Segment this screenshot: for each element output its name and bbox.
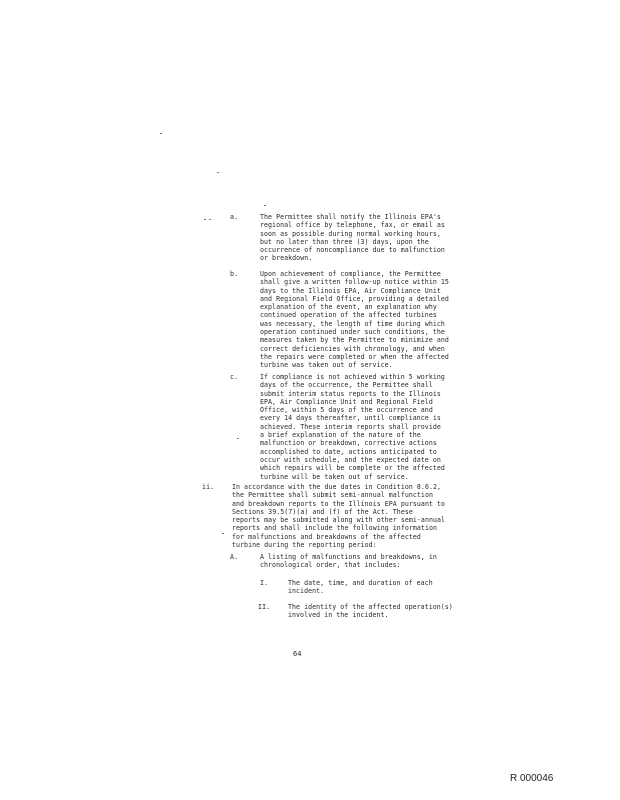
- text-line: The identity of the affected operation(s): [288, 603, 453, 611]
- paragraph-II: [288, 603, 453, 620]
- paragraph-A: [260, 553, 437, 570]
- text-line: correct deficiencies with chronology, and when: [260, 344, 445, 353]
- text-line: for malfunctions and breakdowns of the affected: [232, 532, 421, 541]
- text-line: regional office by telephone, fax, or email as: [260, 221, 445, 230]
- paragraph-b: [260, 270, 449, 370]
- item-label-A: A.: [230, 553, 239, 561]
- text-line: the Permittee shall submit semi-annual malfunction: [232, 491, 433, 500]
- text-line: chronological order, that includes:: [260, 561, 401, 570]
- paragraph-ii: [232, 483, 445, 549]
- bates-number: R 000046: [510, 773, 554, 784]
- text-line: turbine was taken out of service.: [260, 361, 393, 370]
- text-line: soon as possible during normal working hours,: [260, 229, 441, 238]
- scan-speck: [217, 172, 219, 173]
- text-line: shall give a written follow-up notice within 15: [260, 278, 449, 287]
- scan-speck: [160, 133, 162, 134]
- item-label-b: b.: [230, 270, 239, 278]
- text-line: achieved. These interim reports shall provide: [260, 422, 441, 431]
- text-line: measures taken by the Permittee to minimize and: [260, 336, 449, 345]
- text-line: was necessary, the length of time during which: [260, 319, 445, 328]
- text-line: reports may be submitted along with other semi-annual: [232, 516, 446, 525]
- text-line: accomplished to date, actions anticipated to: [260, 447, 437, 456]
- text-line: the repairs were completed or when the affected: [260, 352, 449, 361]
- scan-speck: [209, 219, 211, 220]
- paragraph-c: [260, 373, 445, 481]
- text-line: malfunction or breakdown, corrective actions: [260, 439, 437, 448]
- text-line: but no later than three (3) days, upon the: [260, 237, 429, 246]
- text-line: every 14 days thereafter, until compliance is: [260, 414, 441, 423]
- item-label-c: c.: [230, 373, 239, 381]
- text-line: days to the Illinois EPA, Air Compliance Unit: [260, 286, 441, 295]
- text-line: occurrence of noncompliance due to malfunction: [260, 246, 445, 255]
- text-line: EPA, Air Compliance Unit and Regional Field: [260, 397, 433, 406]
- text-line: days of the occurrence, the Permittee shall: [260, 381, 433, 390]
- text-line: explanation of the event, an explanation why: [260, 303, 437, 312]
- text-line: and breakdown reports to the Illinois EPA pursuant to: [232, 499, 446, 508]
- scan-speck: [222, 533, 224, 534]
- text-line: The Permittee shall notify the Illinois EPA's: [260, 213, 441, 221]
- item-label-ii: ii.: [202, 483, 215, 491]
- paragraph-I: [288, 579, 433, 596]
- text-line: involved in the incident.: [288, 611, 389, 620]
- item-label-II: II.: [258, 603, 271, 611]
- item-label-a: a.: [230, 213, 239, 221]
- text-line: Office, within 5 days of the occurrence and: [260, 406, 433, 415]
- text-line: turbine will be taken out of service.: [260, 472, 409, 481]
- text-line: which repairs will be complete or the affected: [260, 464, 445, 473]
- page-number: 64: [293, 650, 302, 658]
- text-line: Sections 39.5(7)(a) and (f) of the Act. These: [232, 507, 413, 516]
- text-line: turbine during the reporting period:: [232, 541, 377, 550]
- paragraph-a: [260, 213, 445, 263]
- scan-speck: [237, 438, 239, 439]
- scan-speck: [204, 219, 206, 220]
- scan-speck: [264, 205, 266, 206]
- text-line: continued operation of the affected turbines: [260, 311, 437, 320]
- text-line: or breakdown.: [260, 254, 313, 263]
- text-line: The date, time, and duration of each: [288, 579, 433, 587]
- text-line: a brief explanation of the nature of the: [260, 431, 421, 440]
- item-label-I: I.: [260, 579, 269, 587]
- text-line: operation continued under such conditions, the: [260, 328, 445, 337]
- text-line: In accordance with the due dates in Condition 8.6.2,: [232, 483, 442, 491]
- text-line: occur with schedule, and the expected date on: [260, 455, 441, 464]
- text-line: and Regional Field Office, providing a detailed: [260, 294, 449, 303]
- text-line: reports and shall include the following information: [232, 524, 438, 533]
- text-line: submit interim status reports to the Illinois: [260, 389, 441, 398]
- text-line: A listing of malfunctions and breakdowns, in: [260, 553, 437, 561]
- text-line: incident.: [288, 587, 325, 596]
- text-line: Upon achievement of compliance, the Permittee: [260, 270, 441, 278]
- text-line: If compliance is not achieved within 5 working: [260, 373, 445, 381]
